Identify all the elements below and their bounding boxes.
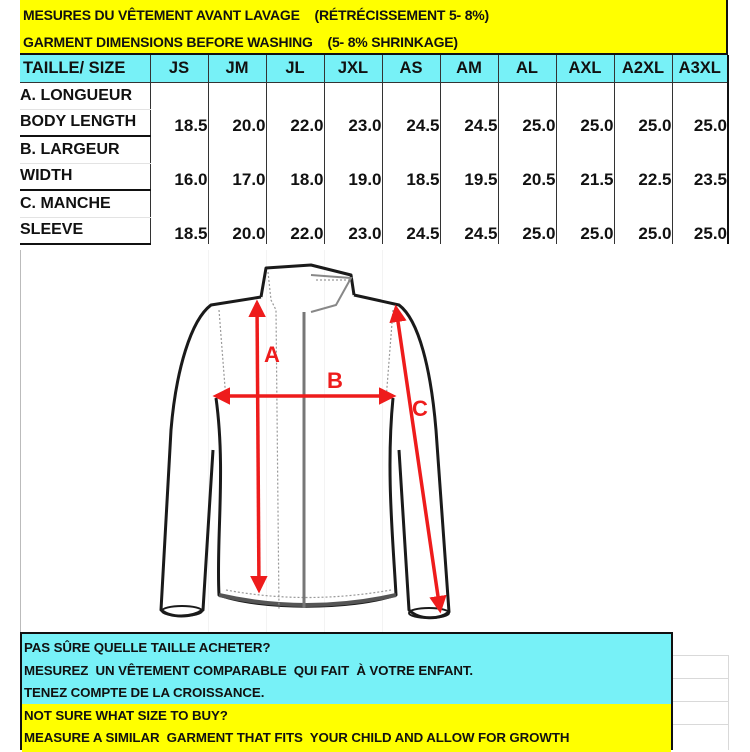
advice-english — [22, 704, 671, 752]
value-cell: 17.0 — [208, 136, 266, 190]
value-cell: 19.5 — [440, 136, 498, 190]
size-col-jm: JM — [208, 55, 266, 82]
advice-fr-line-3: TENEZ COMPTE DE LA CROISSANCE. — [24, 685, 265, 700]
value-cell: 25.0 — [614, 190, 672, 244]
marker-c: C — [412, 396, 428, 421]
value-cell: 23.0 — [324, 82, 382, 136]
value-cell: 25.0 — [498, 190, 556, 244]
banner-title-fr: MESURES DU VÊTEMENT AVANT LAVAGE (RÉTRÉCISSEMENT 5- 8%) — [23, 7, 489, 23]
size-col-al: AL — [498, 55, 556, 82]
value-cell: 20.0 — [208, 190, 266, 244]
size-col-am: AM — [440, 55, 498, 82]
value-cell: 22.0 — [266, 190, 324, 244]
table-row — [20, 190, 728, 217]
advice-en-line-1: NOT SURE WHAT SIZE TO BUY? — [24, 708, 228, 723]
title-banner — [20, 0, 728, 55]
row-label-en: WIDTH — [20, 163, 150, 190]
value-cell: 16.0 — [150, 136, 208, 190]
value-cell: 25.0 — [556, 190, 614, 244]
marker-a: A — [264, 342, 280, 367]
table-row — [20, 136, 728, 163]
row-label-en: SLEEVE — [20, 217, 150, 244]
gridline — [673, 724, 729, 725]
row-label-fr: B. LARGEUR — [20, 136, 150, 163]
row-label-fr: A. LONGUEUR — [20, 82, 150, 109]
advice-french — [22, 634, 671, 704]
size-header-row — [20, 55, 728, 82]
size-col-jxl: JXL — [324, 55, 382, 82]
value-cell: 24.5 — [440, 82, 498, 136]
value-cell: 25.0 — [498, 82, 556, 136]
value-cell: 18.0 — [266, 136, 324, 190]
size-col-as: AS — [382, 55, 440, 82]
arrow-c — [396, 308, 440, 610]
marker-b: B — [327, 368, 343, 393]
value-cell: 22.5 — [614, 136, 672, 190]
jacket-diagram — [20, 250, 674, 632]
sizing-advice-box — [20, 632, 673, 750]
value-cell: 20.0 — [208, 82, 266, 136]
value-cell: 24.5 — [440, 190, 498, 244]
table-row — [20, 82, 728, 109]
value-cell: 23.5 — [672, 136, 728, 190]
row-label-fr: C. MANCHE — [20, 190, 150, 217]
value-cell: 25.0 — [614, 82, 672, 136]
gridline — [673, 701, 729, 702]
advice-fr-line-1: PAS SÛRE QUELLE TAILLE ACHETER? — [24, 640, 271, 655]
advice-en-line-2: MEASURE A SIMILAR GARMENT THAT FITS YOUR CHILD AND ALLOW FOR GROWTH — [24, 730, 570, 745]
size-table — [20, 55, 729, 245]
gridline — [673, 655, 729, 656]
value-cell: 25.0 — [672, 190, 728, 244]
value-cell: 21.5 — [556, 136, 614, 190]
size-col-js: JS — [150, 55, 208, 82]
size-col-jl: JL — [266, 55, 324, 82]
value-cell: 25.0 — [556, 82, 614, 136]
value-cell: 24.5 — [382, 82, 440, 136]
value-cell: 18.5 — [150, 190, 208, 244]
gridline — [673, 678, 729, 679]
advice-fr-line-2: MESUREZ UN VÊTEMENT COMPARABLE QUI FAIT À VOTRE ENFANT. — [24, 663, 474, 678]
value-cell: 18.5 — [382, 136, 440, 190]
size-header-label: TAILLE/ SIZE — [20, 55, 150, 82]
value-cell: 23.0 — [324, 190, 382, 244]
jacket-illustration — [21, 250, 674, 632]
value-cell: 18.5 — [150, 82, 208, 136]
size-col-axl: AXL — [556, 55, 614, 82]
value-cell: 25.0 — [672, 82, 728, 136]
arrow-a — [257, 303, 259, 590]
row-label-en: BODY LENGTH — [20, 109, 150, 136]
value-cell: 20.5 — [498, 136, 556, 190]
jacket-stitching — [219, 272, 393, 610]
value-cell: 22.0 — [266, 82, 324, 136]
value-cell: 19.0 — [324, 136, 382, 190]
zipper — [304, 275, 351, 608]
value-cell: 24.5 — [382, 190, 440, 244]
gridline — [728, 655, 729, 750]
banner-title-en: GARMENT DIMENSIONS BEFORE WASHING (5- 8% SHRINKAGE) — [23, 34, 458, 50]
size-col-a2xl: A2XL — [614, 55, 672, 82]
size-col-a3xl: A3XL — [672, 55, 728, 82]
